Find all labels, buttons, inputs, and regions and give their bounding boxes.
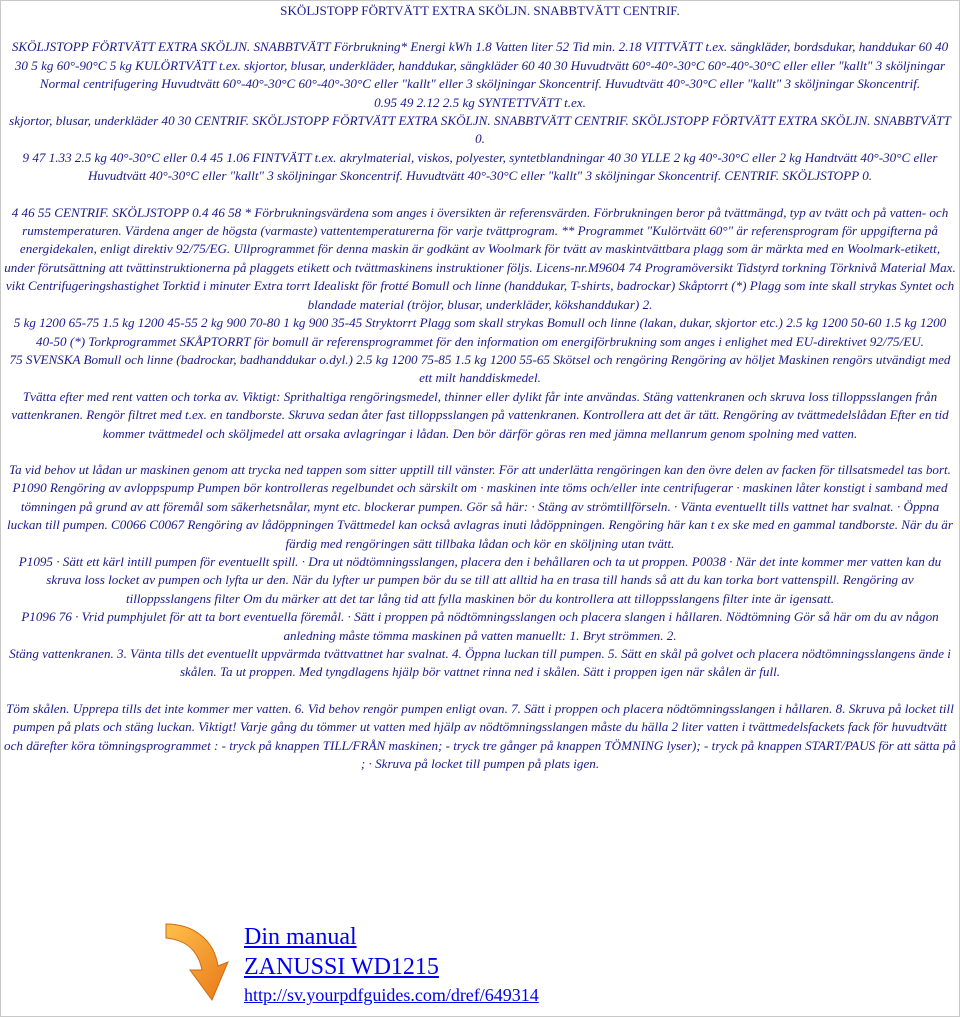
paragraph: Tvätta efter med rent vatten och torka av. Viktigt: Sprithaltiga rengöringsmedel, thinner eller dylikt får inte användas. Stäng vattenkranen och skruva loss tilloppsslangen från vattenkranen. Rengör filtret med t.ex. en tandborste. Skruva sedan åter fast tilloppsslangen på vattenkranen. Kontrollera att det är tätt. Rengöring av tvättmedelslådan Efter en tid kommer tvättmedel och sköljmedel att orsaka avlagringar i lådan. Den bör därför göras ren med jämna mellanrum genom spolning med vatten. bbox=[11, 388, 949, 441]
paragraph: 9 47 1.33 2.5 kg 40°-30°C eller 0.4 45 1.06 FINTVÄTT t.ex. akrylmaterial, viskos, polyester, syntetblandningar 40 30 YLLE 2 kg 40°-30°C eller 2 kg Handtvätt 40°-30°C eller Huvudtvätt 40°-30°C eller "kallt" 3 sköljningar Skoncentrif. Huvudtvätt 40°-30°C eller "kallt" 3 sköljningar Skoncentrif. CENTRIF. SKÖLJSTOPP 0. bbox=[22, 149, 938, 184]
paragraph: 4 46 55 CENTRIF. SKÖLJSTOPP 0.4 46 58 * Förbrukningsvärdena som anges i översikten är referensvärden. Förbrukningen beror på tvättmängd, typ av tvätt och på vatten- och rumstemperaturen. Värdena anger de högsta (varmaste) vattentemperaturerna för varje tvättprogram. ** Programmet "Kulörtvätt 60°" är referensprogram för uppgifterna på energidekalen, enligt direktiv 92/75/EG. Ullprogrammet för denna maskin är godkänt av Woolmark för tvätt av maskintvättbara plagg som är märkta med en Woolmark-etikett, under förutsättning att tvättinstruktionerna på plaggets etikett och tvättmaskinens instruktioner följs. Licens-nr.M9604 74 Programöversikt Tidstyrd torkning Törknivå Material Max. vikt Centrifugeringshastighet Torktid i minuter Extra torrt Idealiskt för frotté Bomull och linne (handdukar, T-shirts, badrockar) Skåptorrt (*) Plagg som inte skall strykas Syntet och blandade material (tröjor, blusar, underkläder, kökshanddukar) 2. bbox=[4, 204, 956, 312]
model-link[interactable]: ZANUSSI WD1215 bbox=[244, 954, 439, 980]
paragraph: skjortor, blusar, underkläder 40 30 CENTRIF. SKÖLJSTOPP FÖRTVÄTT EXTRA SKÖLJN. SNABBTVÄTT CENTRIF. SKÖLJSTOPP FÖRTVÄTT EXTRA SKÖLJN. SNABBTVÄTT 0. bbox=[9, 113, 951, 147]
paragraph: P1095 · Sätt ett kärl intill pumpen för eventuellt spill. · Dra ut nödtömningsslangen, placera den i behållaren och ta ut proppen. P0038 · När det inte kommer mer vatten kan du skruva loss locket av pumpen och lyfta ur den. När du lyfter ur pumpen bör du se till att alltid ha en trasa till hands så att du kan torka bort vattenspill. Rengöring av tilloppsslangens filter Om du märker att det tar lång tid att fylla maskinen bör du kontrollera att tilloppsslangens filter inte är igensatt. bbox=[18, 553, 942, 606]
paragraph: SKÖLJSTOPP FÖRTVÄTT EXTRA SKÖLJN. SNABBTVÄTT Förbrukning* Energi kWh 1.8 Vatten liter 52 Tid min. 2.18 VITTVÄTT t.ex. sängkläder, bordsdukar, handdukar 60 40 30 5 kg 60°-90°C 5 kg KULÖRTVÄTT t.ex. skjortor, blusar, underkläder, handdukar, sängkläder 60 40 30 Huvudtvätt 60°-40°-30°C 60°-40°-30°C eller eller "kallt" 3 sköljningar Normal centrifugering Huvudtvätt 60°-40°-30°C 60°-40°-30°C eller "kallt" eller 3 sköljningar Skoncentrif. Huvudtvätt 40°-30°C eller "kallt" 3 sköljningar Skoncentrif. bbox=[11, 39, 949, 92]
footer-links bbox=[160, 914, 956, 1010]
url-link[interactable]: http://sv.yourpdfguides.com/dref/649314 bbox=[244, 985, 539, 1005]
paragraph: Töm skålen. Upprepa tills det inte kommer mer vatten. 6. Vid behov rengör pumpen enligt ovan. 7. Sätt i proppen och placera nödtömningsslangen i hållaren. 8. Skruva på locket till pumpen på plats och stäng luckan. Viktigt! Varje gång du tömmer ut vatten med hjälp av nödtömningsslangen måste du hälla 2 liter vatten i tvättmedelsfackets fack för huvudtvätt och därefter köra tömningsprogrammet : - tryck på knappen TILL/FRÅN maskinen; - tryck tre gånger på knappen TÖMNING lyser); - tryck på knappen START/PAUS för att sätta på ; · Skruva på locket till pumpen på plats igen. bbox=[4, 700, 956, 772]
paragraph: 0.95 49 2.12 2.5 kg SYNTETTVÄTT t.ex. bbox=[374, 94, 586, 110]
orange-arrow-icon bbox=[160, 916, 232, 1004]
manual-link[interactable]: Din manual bbox=[244, 924, 357, 950]
paragraph-header: SKÖLJSTOPP FÖRTVÄTT EXTRA SKÖLJN. SNABBTVÄTT CENTRIF. bbox=[280, 3, 680, 18]
paragraph: Ta vid behov ut lådan ur maskinen genom att trycka ned tappen som sitter upptill till vänster. För att underlätta rengöringen kan den övre delen av facken för tillsatsmedel tas bort. P1090 Rengöring av avloppspump Pumpen bör kontrolleras regelbundet och särskilt om · maskinen inte töms och/eller inte centrifugerar · maskinen låter konstigt i samband med tömningen på grund av att föremål som säkerhetsnålar, mynt etc. blockerar pumpen. Gör så här: · Stäng av strömtillförseln. · Vänta eventuellt tills vattnet har svalnat. · Öppna luckan till pumpen. C0066 C0067 Rengöring av lådöppningen Tvättmedel kan också avlagras inuti lådöppningen. Rengöring här kan t ex ske med en gammal tandborste. När du är färdig med rengöringen sätt tillbaka lådan och kör en sköljning utan tvätt. bbox=[7, 461, 953, 551]
paragraph: 75 SVENSKA Bomull och linne (badrockar, badhanddukar o.dyl.) 2.5 kg 1200 75-85 1.5 kg 1200 55-65 Skötsel och rengöring Rengöring av höljet Maskinen rengörs utvändigt med ett milt handdiskmedel. bbox=[9, 351, 951, 386]
paragraph: Stäng vattenkranen. 3. Vänta tills det eventuellt uppvärmda tvättvattnet har svalnat. 4. Öppna luckan till pumpen. 5. Sätt en skål på golvet och placera nödtömningsslangens ände i skålen. Ta ut proppen. Med tyngdlagens hjälp bör vattnet rinna ned i skålen. Sätt i proppen igen när skålen är full. bbox=[9, 646, 951, 680]
paragraph: P1096 76 · Vrid pumphjulet för att ta bort eventuella föremål. · Sätt i proppen på nödtömningsslangen och placera slangen i hållaren. Nödtömning Gör så här om du av någon anledning måste tömma maskinen på vatten manuellt: 1. Bryt strömmen. 2. bbox=[21, 609, 939, 643]
document-body bbox=[4, 2, 956, 773]
paragraph: 5 kg 1200 65-75 1.5 kg 1200 45-55 2 kg 900 70-80 1 kg 900 35-45 Stryktorrt Plagg som skall strykas Bomull och linne (lakan, dukar, skjortor etc.) 2.5 kg 1200 50-60 1.5 kg 1200 40-50 (*) Torkprogrammet SKÅPTORRT för bomull är referensprogrammet för den information om energiförbrukning som anges i enlighet med EU-direktivet 92/75/EU. bbox=[13, 315, 947, 349]
